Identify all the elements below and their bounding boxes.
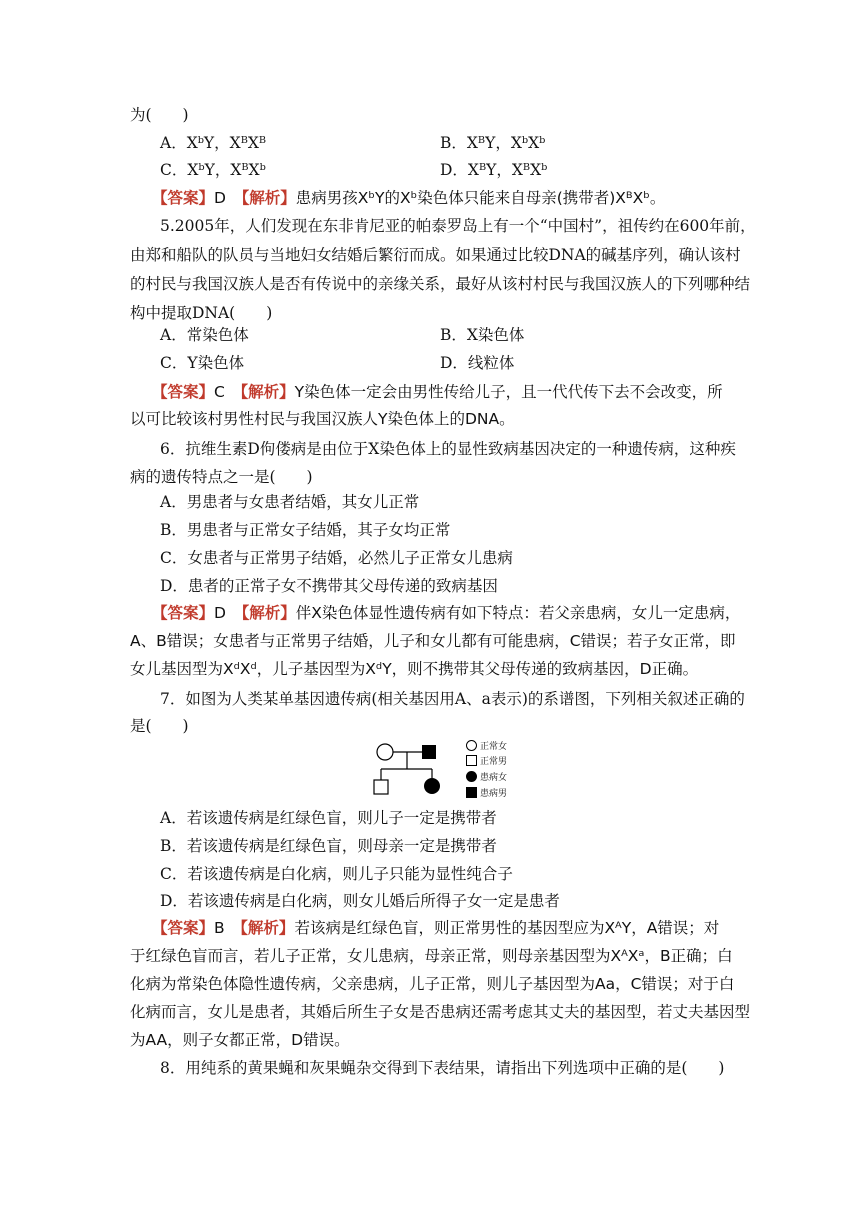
q6-option-a: A．男患者与女患者结婚，其女儿正常 — [160, 493, 420, 511]
legend-normal-male — [466, 753, 507, 767]
q6-stem-line-2: 病的遗传特点之一是( ) — [130, 468, 313, 486]
q6-answer-line — [152, 602, 740, 624]
legend-label: 患病女 — [480, 772, 508, 783]
legend-affected-male — [466, 785, 507, 799]
answer-label: 【答案】 — [152, 382, 215, 401]
square-open-icon — [466, 755, 477, 766]
q4-answer-line — [152, 187, 665, 209]
daughter-affected-female — [424, 778, 440, 794]
q6-option-c: C．女患者与正常男子结婚，必然儿子正常女儿患病 — [160, 549, 513, 567]
q7-option-c: C．若该遗传病是白化病，则儿子只能为显性纯合子 — [160, 865, 513, 883]
q5-analysis-line-2: 以可比较该村男性村民与我国汉族人Y染色体上的DNA。 — [130, 410, 515, 428]
q7-option-a: A．若该遗传病是红绿色盲，则儿子一定是携带者 — [160, 809, 497, 827]
q6-analysis-line-2: A、B错误；女患者与正常男子结婚，儿子和女儿都有可能患病，C错误；若子女正常，即 — [130, 632, 736, 650]
answer-value: B — [214, 919, 225, 937]
son-normal-male — [374, 780, 388, 794]
analysis-label: 【解析】 — [241, 188, 296, 207]
q5-option-a: A．常染色体 — [160, 326, 249, 344]
analysis-label: 【解析】 — [241, 603, 296, 622]
q6-analysis-line-3: 女儿基因型为XᵈXᵈ，儿子基因型为XᵈY，则不携带其父母传递的致病基因，D正确。 — [130, 660, 699, 678]
answer-value: D — [214, 189, 226, 207]
q4-option-d: D．XᴮY，XᴮXᵇ — [440, 161, 548, 179]
circle-open-icon — [466, 740, 477, 751]
legend-label: 正常女 — [480, 741, 508, 752]
q5-option-c: C．Y染色体 — [160, 354, 245, 372]
circle-filled-icon — [466, 771, 477, 782]
q6-option-d: D．患者的正常子女不携带其父母传递的致病基因 — [160, 577, 498, 595]
answer-value: D — [214, 604, 226, 622]
answer-value: C — [214, 383, 225, 401]
legend-label: 患病男 — [480, 788, 508, 799]
q6-stem-line-1: 6．抗维生素D佝偻病是由位于X染色体上的显性致病基因决定的一种遗传病，这种疾 — [160, 440, 736, 458]
q7-analysis-line-5: 为AA，则子女都正常，D错误。 — [130, 1031, 350, 1049]
q6-option-b: B．男患者与正常女子结婚，其子女均正常 — [160, 521, 451, 539]
q7-analysis-line-3: 化病为常染色体隐性遗传病，父亲患病，儿子正常，则儿子基因型为Aa，C错误；对于白 — [130, 975, 735, 993]
analysis-text: 患病男孩XᵇY的Xᵇ染色体只能来自母亲(携带者)XᴮXᵇ。 — [295, 189, 666, 207]
q5-answer-line — [152, 381, 723, 403]
q4-stem-tail: 为( ) — [130, 106, 189, 124]
legend-affected-female — [466, 769, 507, 783]
pedigree-legend — [466, 738, 536, 804]
q7-option-b: B．若该遗传病是红绿色盲，则母亲一定是携带者 — [160, 837, 497, 855]
q5-option-d: D．线粒体 — [440, 354, 515, 372]
analysis-label: 【解析】 — [240, 382, 295, 401]
q5-stem-line-1: 5.2005年，人们发现在东非肯尼亚的帕泰罗岛上有一个“中国村”，祖传约在600年前， — [160, 217, 756, 235]
q7-analysis-line-4: 化病而言，女儿是患者，其婚后所生子女是否患病还需考虑其丈夫的基因型，若丈夫基因型 — [130, 1003, 751, 1021]
q7-answer-line — [152, 917, 719, 939]
answer-label: 【答案】 — [152, 603, 215, 622]
analysis-label: 【解析】 — [240, 918, 295, 937]
q4-option-a: A．XᵇY，XᴮXᴮ — [160, 134, 267, 152]
q7-option-d: D．若该遗传病是白化病，则女儿婚后所得子女一定是患者 — [160, 892, 560, 910]
answer-label: 【答案】 — [152, 188, 215, 207]
q4-option-b: B．XᴮY，XᵇXᵇ — [440, 134, 546, 152]
analysis-text: 若该病是红绿色盲，则正常男性的基因型应为XᴬY，A错误；对 — [294, 919, 720, 937]
legend-normal-female — [466, 738, 507, 752]
father-affected-male — [422, 745, 436, 759]
square-filled-icon — [466, 787, 477, 798]
mother-normal-female — [377, 744, 393, 760]
q5-stem-line-2: 由郑和船队的队员与当地妇女结婚后繁衍而成。如果通过比较DNA的碱基序列，确认该村 — [130, 246, 741, 264]
q7-stem-line-2: 是( ) — [130, 717, 189, 735]
analysis-text: Y染色体一定会由男性传给儿子，且一代代传下去不会改变，所 — [294, 383, 723, 401]
legend-label: 正常男 — [480, 756, 508, 767]
analysis-text: 伴X染色体显性遗传病有如下特点：若父亲患病，女儿一定患病， — [295, 604, 741, 622]
answer-label: 【答案】 — [152, 918, 215, 937]
q8-stem-line-1: 8．用纯系的黄果蝇和灰果蝇杂交得到下表结果，请指出下列选项中正确的是( ) — [160, 1059, 725, 1077]
q5-stem-line-3: 的村民与我国汉族人是否有传说中的亲缘关系，最好从该村村民与我国汉族人的下列哪种结 — [130, 275, 751, 293]
q5-stem-line-4: 构中提取DNA( ) — [130, 304, 273, 322]
q7-stem-line-1: 7．如图为人类某单基因遗传病(相关基因用A、a表示)的系谱图，下列相关叙述正确的 — [160, 690, 745, 708]
q4-option-c: C．XᵇY，XᴮXᵇ — [160, 161, 266, 179]
q5-option-b: B．X染色体 — [440, 326, 525, 344]
q7-analysis-line-2: 于红绿色盲而言，若儿子正常，女儿患病，母亲正常，则母亲基因型为XᴬXᵃ，B正确；白 — [130, 947, 733, 965]
